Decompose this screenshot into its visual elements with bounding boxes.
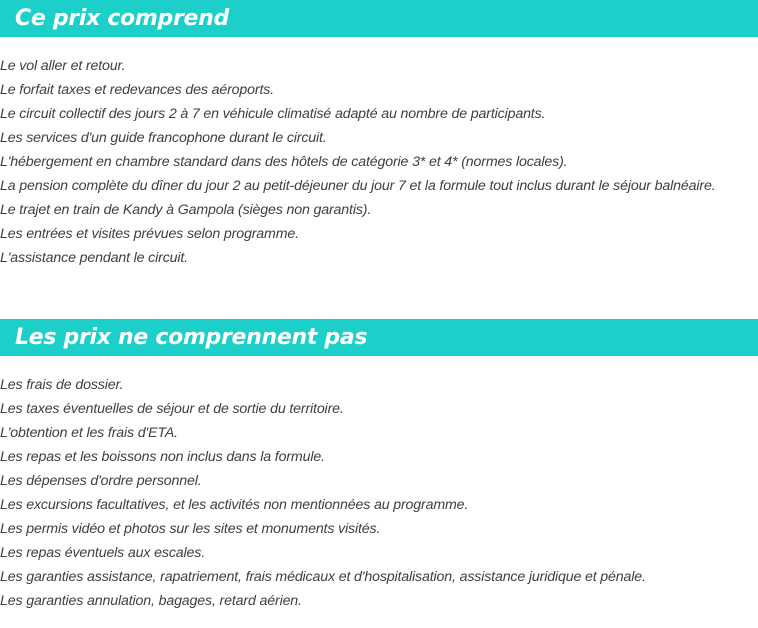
list-item: Les repas éventuels aux escales.	[0, 545, 205, 561]
list-item: Les excursions facultatives, et les activités non mentionnées au programme.	[0, 497, 469, 513]
list-item: Les garanties assistance, rapatriement, frais médicaux et d'hospitalisation, assistance juridique et pénale.	[0, 569, 646, 585]
price-includes-header	[0, 0, 758, 37]
price-excludes-list	[0, 373, 646, 613]
list-item: Les repas et les boissons non inclus dans la formule.	[0, 449, 325, 465]
list-item: Le forfait taxes et redevances des aéroports.	[0, 82, 275, 98]
list-item: Les entrées et visites prévues selon programme.	[0, 226, 299, 242]
price-excludes-title: Les prix ne comprennent pas	[15, 325, 368, 350]
list-item: Les permis vidéo et photos sur les sites et monuments visités.	[0, 521, 381, 537]
list-item: Le circuit collectif des jours 2 à 7 en véhicule climatisé adapté au nombre de participants.	[0, 106, 546, 122]
list-item: L'assistance pendant le circuit.	[0, 250, 188, 266]
price-excludes-section	[0, 319, 758, 609]
price-includes-list	[0, 54, 715, 270]
price-includes-title: Ce prix comprend	[15, 6, 229, 31]
list-item: Le vol aller et retour.	[0, 58, 126, 74]
price-excludes-header	[0, 319, 758, 356]
list-item: Les services d'un guide francophone durant le circuit.	[0, 130, 327, 146]
list-item: L'hébergement en chambre standard dans des hôtels de catégorie 3* et 4* (normes locales).	[0, 154, 568, 170]
list-item: Les taxes éventuelles de séjour et de sortie du territoire.	[0, 401, 344, 417]
list-item: Les frais de dossier.	[0, 377, 124, 393]
list-item: La pension complète du dîner du jour 2 au petit-déjeuner du jour 7 et la formule tout inclus durant le séjour balnéaire.	[0, 178, 716, 194]
list-item: Les garanties annulation, bagages, retard aérien.	[0, 593, 302, 609]
list-item: Les dépenses d'ordre personnel.	[0, 473, 202, 489]
price-includes-section	[0, 0, 758, 266]
list-item: Le trajet en train de Kandy à Gampola (sièges non garantis).	[0, 202, 372, 218]
list-item: L'obtention et les frais d'ETA.	[0, 425, 178, 441]
